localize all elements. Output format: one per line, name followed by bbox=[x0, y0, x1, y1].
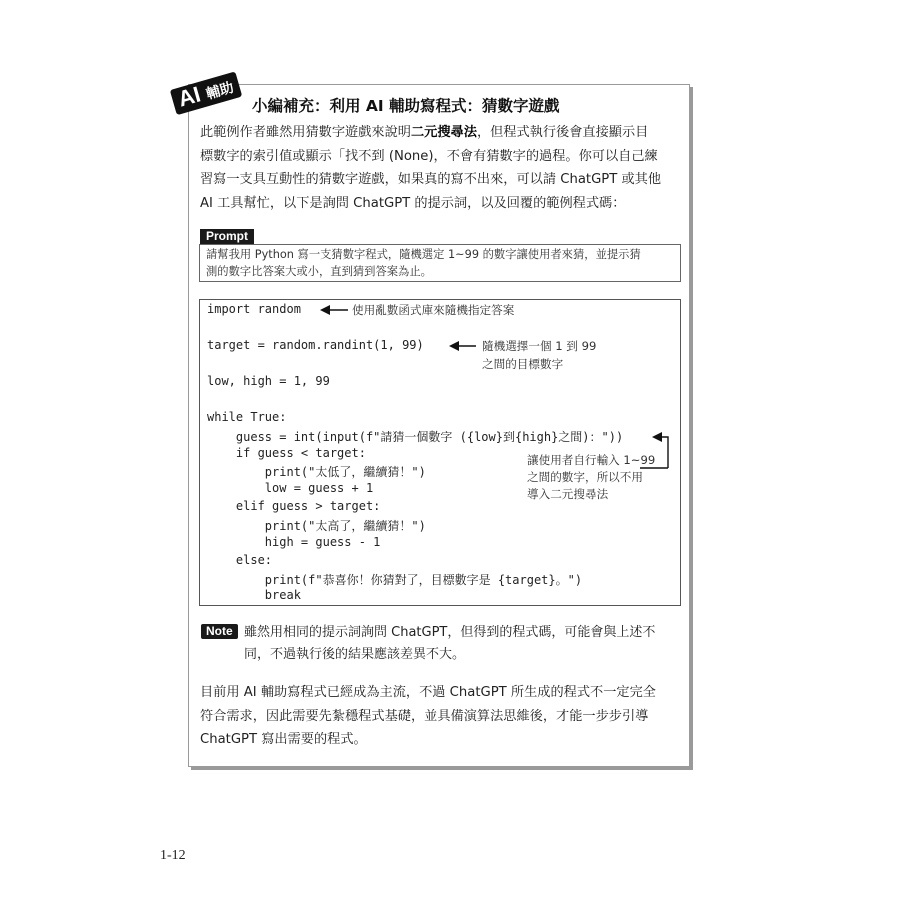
code-line-if: if guess < target: bbox=[207, 446, 366, 460]
intro-line-4: AI 工具幫忙，以下是詢問 ChatGPT 的提示詞，以及回覆的範例程式碼： bbox=[200, 195, 626, 211]
section-title: 小編補充：利用 AI 輔助寫程式：猜數字遊戲 bbox=[252, 97, 560, 115]
annotation-import: 使用亂數函式庫來隨機指定答案 bbox=[352, 303, 515, 317]
conclusion-paragraph bbox=[200, 681, 682, 752]
code-line-print-win: print(f"恭喜你！你猜對了，目標數字是 {target}。") bbox=[207, 573, 583, 587]
annotation-input-3: 導入二元搜尋法 bbox=[527, 487, 609, 501]
annotation-input-1: 讓使用者自行輸入 1~99 bbox=[527, 453, 656, 467]
code-line-target: target = random.randint(1, 99) bbox=[207, 338, 424, 352]
prompt-tag: Prompt bbox=[200, 229, 254, 244]
code-line-print-high: print("太高了，繼續猜！") bbox=[207, 519, 426, 533]
code-line-high-update: high = guess - 1 bbox=[207, 535, 381, 549]
conclusion-line-3: ChatGPT 寫出需要的程式。 bbox=[200, 732, 367, 747]
code-line-break: break bbox=[207, 588, 301, 602]
annotation-target-1: 隨機選擇一個 1 到 99 bbox=[482, 339, 597, 353]
intro-line-3: 習寫一支具互動性的猜數字遊戲，如果真的寫不出來，可以請 ChatGPT 或其他 bbox=[200, 172, 662, 187]
annotation-target-2: 之間的目標數字 bbox=[482, 357, 564, 371]
conclusion-line-1: 目前用 AI 輔助寫程式已經成為主流，不過 ChatGPT 所生成的程式不一定完全 bbox=[200, 685, 656, 700]
code-line-print-low: print("太低了，繼續猜！") bbox=[207, 465, 426, 479]
code-line-low-high: low, high = 1, 99 bbox=[207, 374, 330, 388]
badge-ai-text: AI bbox=[175, 81, 204, 112]
code-line-import: import random bbox=[207, 302, 301, 316]
code-line-else: else: bbox=[207, 553, 273, 567]
intro-paragraph bbox=[200, 121, 682, 215]
intro-line-1: 此範例作者雖然用猜數字遊戲來說明二元搜尋法，但程式執行後會直接顯示目 bbox=[200, 125, 649, 140]
page-number: 1-12 bbox=[160, 848, 186, 863]
code-line-low-update: low = guess + 1 bbox=[207, 481, 374, 495]
annotation-input-2: 之間的數字，所以不用 bbox=[527, 470, 643, 484]
note-tag: Note bbox=[201, 624, 238, 639]
code-line-guess: guess = int(input(f"請猜一個數字 ({low}到{high}之間)：")) bbox=[207, 430, 624, 444]
prompt-box bbox=[199, 244, 681, 282]
note-line-1: 雖然用相同的提示詞詢問 ChatGPT，但得到的程式碼，可能會與上述不 bbox=[244, 625, 656, 640]
prompt-line-1: 請幫我用 Python 寫一支猜數字程式，隨機選定 1~99 的數字讓使用者來猜，並提示猜 bbox=[206, 248, 641, 261]
badge-aux-text: 輔助 bbox=[204, 79, 236, 103]
conclusion-line-2: 符合需求，因此需要先紮穩程式基礎，並具備演算法思維後，才能一步步引導 bbox=[200, 708, 649, 724]
note-line-2: 同，不過執行後的結果應該差異不大。 bbox=[244, 647, 466, 662]
code-line-elif: elif guess > target: bbox=[207, 499, 381, 513]
intro-line-2: 標數字的索引值或顯示「找不到 (None)，不會有猜數字的過程。你可以自己練 bbox=[200, 148, 658, 164]
prompt-line-2: 測的數字比答案大或小，直到猜到答案為止。 bbox=[206, 265, 432, 278]
code-line-while: while True: bbox=[207, 410, 287, 424]
intro-bold-term: 二元搜尋法 bbox=[411, 125, 477, 140]
